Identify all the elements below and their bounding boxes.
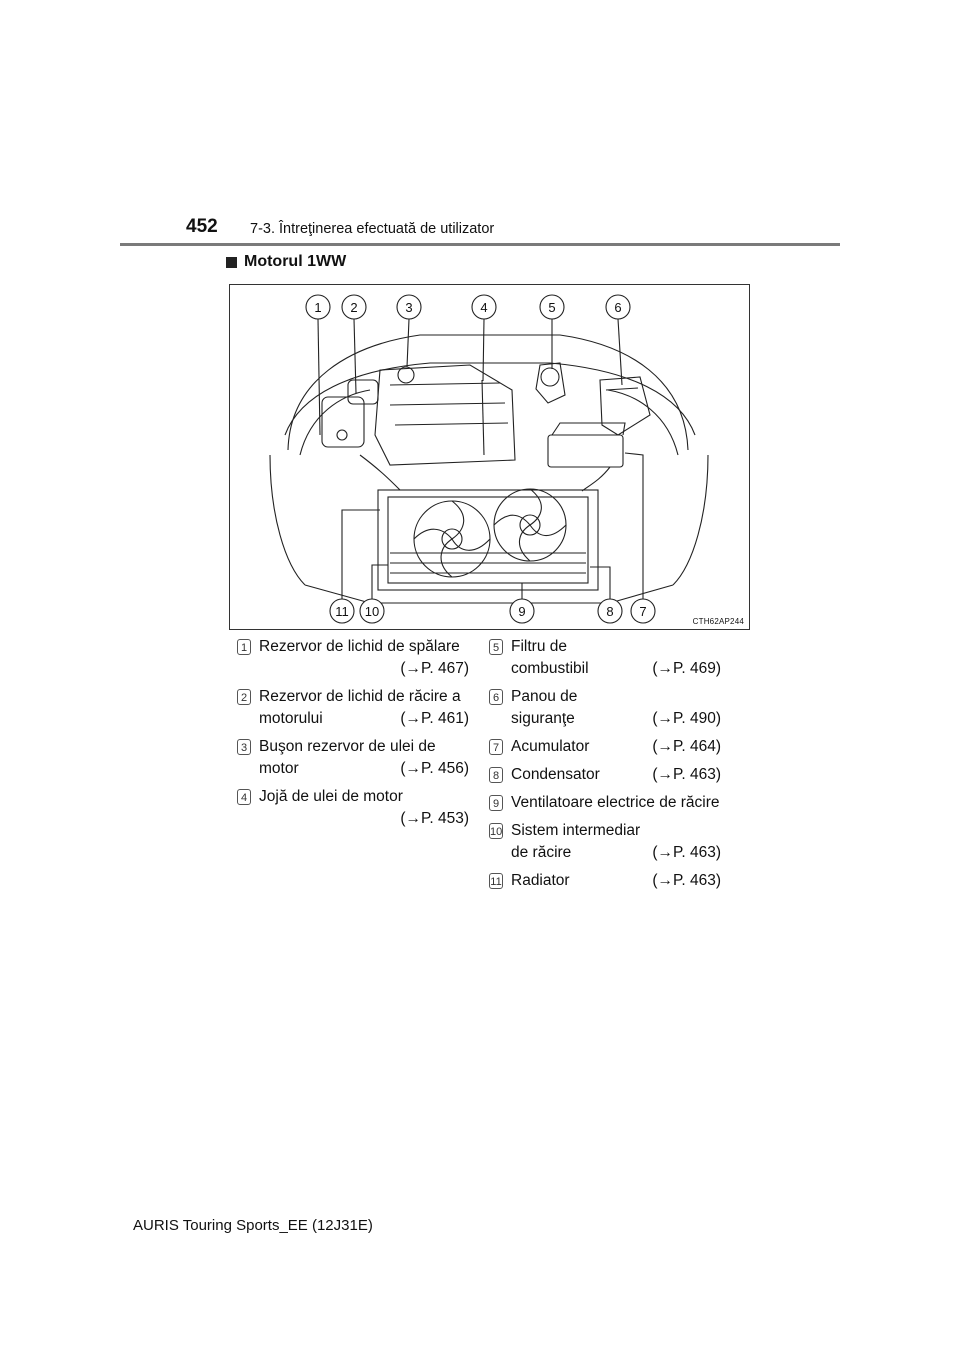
legend-label: motorului	[259, 710, 323, 727]
page-reference: (→P. 463)	[652, 872, 721, 889]
legend-line	[511, 792, 721, 814]
legend-item	[237, 636, 469, 680]
page-reference: (→P. 490)	[652, 710, 721, 727]
page-reference: (→P. 469)	[652, 660, 721, 677]
legend-line	[511, 636, 721, 658]
legend-label: Buşon rezervor de ulei de	[259, 738, 436, 755]
legend-line	[511, 736, 721, 758]
page-reference: (→P. 464)	[652, 738, 721, 755]
legend-item	[489, 636, 721, 680]
legend-item	[489, 764, 721, 786]
legend-label: de răcire	[511, 844, 572, 861]
legend-number-badge: 10	[489, 823, 503, 839]
figure-code: CTH62AP244	[692, 617, 744, 626]
legend-label: Ventilatoare electrice de răcire	[511, 794, 720, 811]
legend-line	[511, 658, 721, 680]
legend-label: combustibil	[511, 660, 589, 677]
legend-line	[511, 708, 721, 730]
legend-number-badge: 7	[489, 739, 503, 755]
legend-label: Rezervor de lichid de răcire a	[259, 688, 461, 705]
legend-item	[489, 736, 721, 758]
legend-item	[237, 686, 469, 730]
section-heading-text: Motorul 1WW	[244, 253, 347, 270]
legend-line	[511, 842, 721, 864]
page-reference: (→P. 463)	[652, 844, 721, 861]
legend-number-badge: 2	[237, 689, 251, 705]
square-bullet-icon	[226, 257, 237, 268]
legend-number-badge: 11	[489, 873, 503, 889]
page-reference: (→P. 467)	[400, 660, 469, 677]
page-reference: (→P. 461)	[400, 710, 469, 727]
callout-10: 10	[364, 604, 380, 619]
callout-6: 6	[614, 300, 622, 315]
legend-item	[489, 820, 721, 864]
legend-item	[237, 786, 469, 830]
engine-bay-figure	[229, 284, 750, 630]
legend-left-column	[237, 636, 469, 836]
legend-item	[489, 870, 721, 892]
legend-number-badge: 8	[489, 767, 503, 783]
legend-line	[259, 808, 469, 830]
legend-line	[511, 686, 721, 708]
callout-5: 5	[548, 300, 556, 315]
legend-label: Rezervor de lichid de spălare	[259, 638, 460, 655]
callout-8: 8	[606, 604, 614, 619]
legend-label: siguranţe	[511, 710, 575, 727]
legend-label: Condensator	[511, 766, 600, 783]
legend-label: Sistem intermediar	[511, 822, 641, 839]
legend-item	[237, 736, 469, 780]
page-reference: (→P. 456)	[400, 760, 469, 777]
legend-number-badge: 3	[237, 739, 251, 755]
callout-9: 9	[518, 604, 526, 619]
legend-line	[511, 870, 721, 892]
legend-line	[259, 786, 469, 808]
legend-line	[511, 764, 721, 786]
header-divider	[120, 243, 840, 246]
legend-number-badge: 6	[489, 689, 503, 705]
engine-bay-illustration	[230, 285, 749, 629]
section-heading	[226, 253, 346, 271]
legend-line	[511, 820, 721, 842]
legend-label: Filtru de	[511, 638, 567, 655]
legend-item	[489, 792, 721, 814]
legend-line	[259, 708, 469, 730]
callout-2: 2	[350, 300, 358, 315]
legend-line	[259, 736, 469, 758]
page-reference: (→P. 453)	[400, 810, 469, 827]
callout-4: 4	[480, 300, 488, 315]
page-number: 452	[186, 216, 218, 237]
footer-model-code: AURIS Touring Sports_EE (12J31E)	[133, 1217, 373, 1234]
legend-number-badge: 5	[489, 639, 503, 655]
legend-label: Radiator	[511, 872, 570, 889]
legend-item	[489, 686, 721, 730]
page-reference: (→P. 463)	[652, 766, 721, 783]
legend-line	[259, 658, 469, 680]
legend-number-badge: 4	[237, 789, 251, 805]
legend-line	[259, 636, 469, 658]
legend-number-badge: 1	[237, 639, 251, 655]
chapter-title: 7-3. Întreţinerea efectuată de utilizator	[250, 221, 495, 237]
legend-label: Jojă de ulei de motor	[259, 788, 403, 805]
callout-3: 3	[405, 300, 413, 315]
legend-label: Panou de	[511, 688, 578, 705]
legend-label: Acumulator	[511, 738, 590, 755]
callout-7: 7	[639, 604, 647, 619]
legend-line	[259, 686, 469, 708]
callout-1: 1	[314, 300, 322, 315]
legend-line	[259, 758, 469, 780]
legend-label: motor	[259, 760, 299, 777]
legend-right-column	[489, 636, 721, 898]
callout-11: 11	[335, 604, 349, 619]
legend-number-badge: 9	[489, 795, 503, 811]
